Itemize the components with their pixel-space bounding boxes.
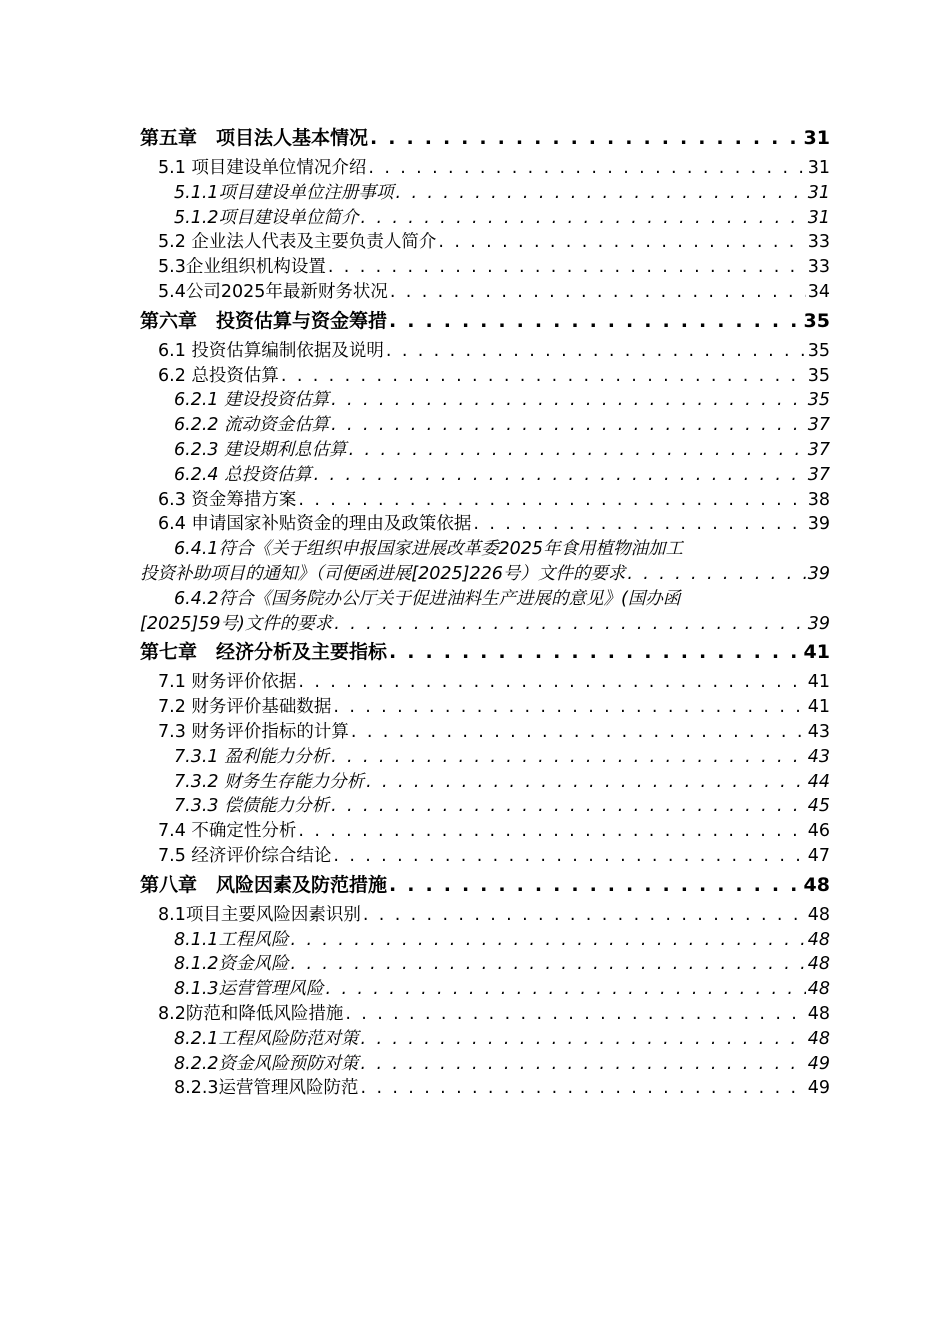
toc-page-number: 46 xyxy=(807,821,830,842)
toc-entry[interactable] xyxy=(140,488,830,513)
toc-page-number: 35 xyxy=(807,365,830,386)
toc-page-number: 34 xyxy=(807,281,830,302)
toc-entry[interactable] xyxy=(140,903,830,928)
toc-leader xyxy=(389,640,802,665)
toc-entry-title: 7.3.3 偿债能力分析 xyxy=(174,796,330,817)
toc-leader xyxy=(389,309,802,334)
toc-page-number: 45 xyxy=(807,796,830,817)
toc-page-number: 41 xyxy=(803,641,830,664)
toc-page-number: 47 xyxy=(807,845,830,866)
toc-entry[interactable] xyxy=(140,255,830,280)
toc-entry[interactable] xyxy=(140,1027,830,1052)
toc-page-number: 48 xyxy=(807,929,830,950)
toc-leader xyxy=(333,695,805,720)
toc-leader xyxy=(361,1052,806,1077)
toc-entry[interactable] xyxy=(140,819,830,844)
toc-page-number: 31 xyxy=(807,182,830,203)
toc-entry-title-line2: [2025]59号)文件的要求 xyxy=(140,613,333,634)
toc-entry[interactable] xyxy=(140,463,830,488)
toc-entry-title: 7.3.1 盈利能力分析 xyxy=(174,746,330,767)
toc-leader xyxy=(368,156,805,181)
toc-page-number: 39 xyxy=(807,613,830,634)
toc-entry[interactable] xyxy=(140,977,830,1002)
toc-page-number: 31 xyxy=(807,158,830,178)
toc-page-number: 33 xyxy=(807,257,830,278)
toc-page-number: 33 xyxy=(807,232,830,253)
toc-entry-title: 8.2.3运营管理风险防范 xyxy=(174,1078,359,1099)
toc-entry-title: 7.3.2 财务生存能力分析 xyxy=(174,771,365,792)
toc-chapter-7[interactable] xyxy=(140,640,830,665)
toc-entry-title: 5.3企业组织机构设置 xyxy=(158,257,326,278)
toc-entry-title: 6.4 申请国家补贴资金的理由及政策依据 xyxy=(158,514,472,535)
toc-entry[interactable] xyxy=(140,388,830,413)
table-of-contents xyxy=(140,122,830,1101)
toc-page-number: 35 xyxy=(807,340,830,361)
toc-chapter-6[interactable] xyxy=(140,309,830,334)
toc-page-number: 48 xyxy=(803,873,830,896)
toc-leader xyxy=(281,364,806,389)
toc-page-number: 35 xyxy=(807,390,830,411)
toc-entry-title: 8.2.2资金风险预防对策 xyxy=(174,1053,359,1074)
toc-leader xyxy=(298,819,805,844)
toc-entry-title: 5.1.1项目建设单位注册事项 xyxy=(174,182,394,203)
toc-entry-title: 7.4 不确定性分析 xyxy=(158,821,297,842)
toc-leader xyxy=(298,488,805,513)
toc-leader xyxy=(361,1076,806,1101)
toc-leader xyxy=(361,206,806,231)
toc-entry-title: 8.2.1工程风险防范对策 xyxy=(174,1028,359,1049)
toc-entry-title: 6.2.3 建设期利息估算 xyxy=(174,439,347,460)
toc-entry-title: 8.1.1工程风险 xyxy=(174,929,289,950)
toc-entry-title: 8.1.3运营管理风险 xyxy=(174,979,324,1000)
toc-leader xyxy=(386,339,806,364)
toc-entry-title-line2: 投资补助项目的通知》（司便函进展[2025]226号）文件的要求 xyxy=(140,563,626,584)
toc-page-number: 43 xyxy=(807,746,830,767)
toc-page-number: 49 xyxy=(807,1053,830,1074)
toc-entry[interactable] xyxy=(140,720,830,745)
toc-leader xyxy=(438,230,805,255)
toc-entry[interactable] xyxy=(140,206,830,231)
toc-entry[interactable] xyxy=(140,438,830,463)
toc-entry-title: 6.2.1 建设投资估算 xyxy=(174,390,330,411)
toc-page-number: 43 xyxy=(807,721,830,742)
toc-entry-title: 7.2 财务评价基础数据 xyxy=(158,697,332,718)
toc-page-number: 39 xyxy=(807,563,830,584)
toc-leader xyxy=(351,720,806,745)
toc-entry-title: 5.1 项目建设单位情况介绍 xyxy=(158,158,367,178)
toc-leader xyxy=(331,413,806,438)
toc-leader xyxy=(331,794,806,819)
toc-leader xyxy=(349,438,806,463)
toc-leader xyxy=(331,388,806,413)
toc-entry-title: 第六章 投资估算与资金筹措 xyxy=(140,309,388,332)
toc-page-number: 37 xyxy=(807,439,830,460)
toc-leader xyxy=(370,126,802,151)
toc-entry-title: 5.1.2项目建设单位简介 xyxy=(174,207,359,228)
toc-page-number: 48 xyxy=(807,979,830,1000)
toc-entry[interactable] xyxy=(140,339,830,364)
toc-entry[interactable] xyxy=(140,364,830,389)
toc-page-number: 44 xyxy=(807,771,830,792)
toc-entry-title: 第八章 风险因素及防范措施 xyxy=(140,873,388,896)
toc-entry[interactable] xyxy=(140,770,830,795)
toc-page-number: 48 xyxy=(807,954,830,975)
toc-page-number: 31 xyxy=(803,127,830,149)
toc-entry[interactable] xyxy=(140,1052,830,1077)
toc-leader xyxy=(345,1002,805,1027)
toc-entry[interactable] xyxy=(140,1076,830,1101)
toc-chapter-8[interactable] xyxy=(140,873,830,898)
toc-leader xyxy=(334,612,805,637)
toc-entry[interactable] xyxy=(140,181,830,206)
toc-page-number: 41 xyxy=(807,697,830,718)
toc-entry-title: 8.1.2资金风险 xyxy=(174,954,289,975)
toc-page-number: 48 xyxy=(807,904,830,925)
toc-entry-title: 6.2.2 流动资金估算 xyxy=(174,415,330,436)
toc-leader xyxy=(361,1027,806,1052)
toc-leader xyxy=(396,181,806,206)
toc-page-number: 48 xyxy=(807,1028,830,1049)
toc-entry-title-line1: 6.4.2符合《国务院办公厅关于促进油料生产进展的意见》(国办函 xyxy=(174,588,681,609)
toc-entry-title: 7.1 财务评价依据 xyxy=(158,672,297,693)
toc-entry[interactable] xyxy=(140,745,830,770)
toc-leader xyxy=(314,463,806,488)
toc-entry-title-line1: 6.4.1符合《关于组织申报国家进展改革委2025年食用植物油加工 xyxy=(174,539,684,560)
toc-leader xyxy=(331,745,806,770)
toc-leader xyxy=(333,844,805,869)
toc-entry[interactable] xyxy=(140,928,830,953)
toc-page-number: 41 xyxy=(807,672,830,693)
toc-entry-title: 8.2防范和降低风险措施 xyxy=(158,1003,344,1024)
toc-leader xyxy=(291,952,806,977)
toc-leader xyxy=(326,977,806,1002)
toc-entry[interactable] xyxy=(140,794,830,819)
toc-leader xyxy=(389,873,802,898)
toc-entry-wrapped[interactable] xyxy=(140,537,830,587)
toc-entry[interactable] xyxy=(140,844,830,869)
toc-leader xyxy=(390,280,806,305)
toc-entry-title: 5.2 企业法人代表及主要负责人简介 xyxy=(158,232,437,253)
toc-leader xyxy=(298,670,805,695)
toc-page-number: 37 xyxy=(807,464,830,485)
toc-chapter-5[interactable] xyxy=(140,126,830,151)
toc-page-number: 37 xyxy=(807,415,830,436)
toc-entry[interactable] xyxy=(140,670,830,695)
toc-entry-title: 8.1项目主要风险因素识别 xyxy=(158,904,361,925)
toc-page-number: 38 xyxy=(807,489,830,510)
toc-page-number: 39 xyxy=(807,514,830,535)
toc-leader xyxy=(473,512,805,537)
toc-entry[interactable] xyxy=(140,1002,830,1027)
toc-entry[interactable] xyxy=(140,512,830,537)
toc-entry[interactable] xyxy=(140,413,830,438)
toc-entry[interactable] xyxy=(140,952,830,977)
toc-leader xyxy=(627,562,805,587)
toc-entry-title: 第五章 项目法人基本情况 xyxy=(140,127,369,149)
toc-entry[interactable] xyxy=(140,230,830,255)
toc-entry-title: 7.3 财务评价指标的计算 xyxy=(158,721,349,742)
toc-entry-title: 第七章 经济分析及主要指标 xyxy=(140,641,388,664)
toc-page-number: 48 xyxy=(807,1003,830,1024)
toc-page-number: 35 xyxy=(803,309,830,332)
toc-entry-title: 6.2.4 总投资估算 xyxy=(174,464,312,485)
toc-page-number: 49 xyxy=(807,1078,830,1099)
toc-entry-title: 5.4公司2025年最新财务状况 xyxy=(158,281,388,302)
toc-entry-title: 7.5 经济评价综合结论 xyxy=(158,845,332,866)
toc-entry-wrapped[interactable] xyxy=(140,587,830,637)
toc-entry-title: 6.3 资金筹措方案 xyxy=(158,489,297,510)
toc-leader xyxy=(366,770,806,795)
toc-entry[interactable] xyxy=(140,156,830,181)
toc-leader xyxy=(363,903,806,928)
toc-entry-title: 6.2 总投资估算 xyxy=(158,365,279,386)
toc-leader xyxy=(291,928,806,953)
toc-entry-title: 6.1 投资估算编制依据及说明 xyxy=(158,340,384,361)
toc-page-number: 31 xyxy=(807,207,830,228)
toc-leader xyxy=(328,255,806,280)
toc-entry[interactable] xyxy=(140,280,830,305)
toc-entry[interactable] xyxy=(140,695,830,720)
